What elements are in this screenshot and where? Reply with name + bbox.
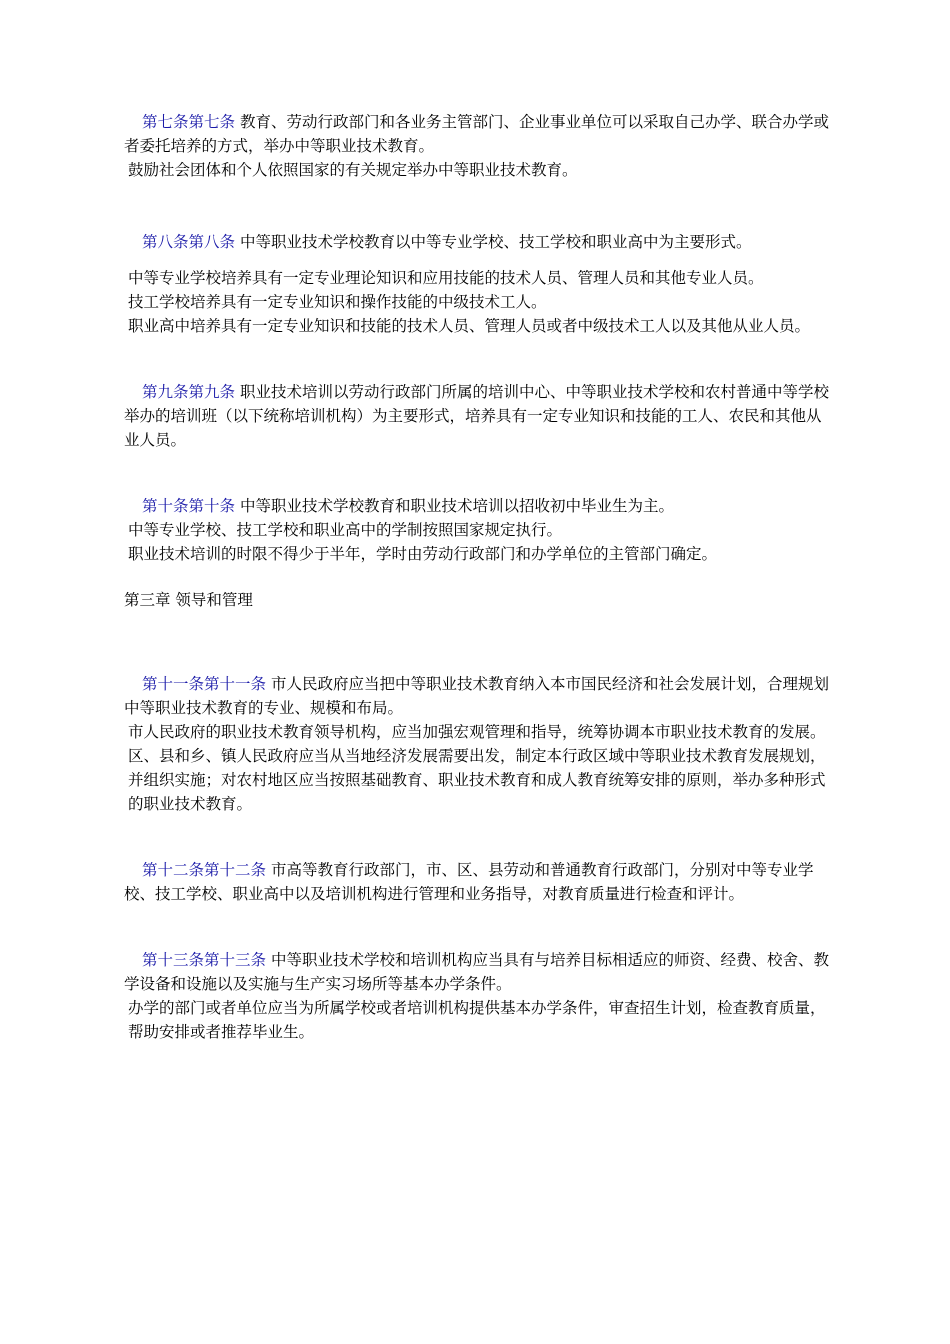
article-9 <box>124 380 836 452</box>
article-text: 中等职业技术学校教育和职业技术培训以招收初中毕业生为主。 <box>239 497 674 515</box>
article-11 <box>124 672 836 816</box>
document-body <box>124 110 836 1044</box>
article-text: 市人民政府应当把中等职业技术教育纳入本市国民经济和社会发展计划，合理规划中等职业技术教育的专业、规模和布局。 <box>124 675 829 717</box>
article-paragraph: 市人民政府的职业技术教育领导机构，应当加强宏观管理和指导，统筹协调本市职业技术教育的发展。 <box>128 723 826 741</box>
article-label: 第十二条第十二条 <box>142 861 267 879</box>
article-label: 第七条第七条 <box>142 113 236 131</box>
article-label: 第八条第八条 <box>142 233 236 251</box>
article-12 <box>124 858 836 906</box>
article-10 <box>124 494 836 566</box>
article-paragraph: 中等专业学校、技工学校和职业高中的学制按照国家规定执行。 <box>128 521 563 539</box>
article-text: 职业技术培训以劳动行政部门所属的培训中心、中等职业技术学校和农村普通中等学校举办的培训班（以下统称培训机构）为主要形式，培养具有一定专业知识和技能的工人、农民和其他从业人员。 <box>124 383 829 449</box>
article-paragraph: 办学的部门或者单位应当为所属学校或者培训机构提供基本办学条件，审查招生计划，检查教育质量，帮助安排或者推荐毕业生。 <box>128 999 826 1041</box>
article-label: 第十三条第十三条 <box>142 951 267 969</box>
article-13 <box>124 948 836 1044</box>
article-8 <box>124 230 836 338</box>
article-paragraph: 区、县和乡、镇人民政府应当从当地经济发展需要出发，制定本行政区域中等职业技术教育发展规划，并组织实施；对农村地区应当按照基础教育、职业技术教育和成人教育统筹安排的原则，举办多种形式的职业技术教育。 <box>128 747 826 813</box>
article-label: 第九条第九条 <box>142 383 236 401</box>
article-text: 教育、劳动行政部门和各业务主管部门、企业事业单位可以采取自己办学、联合办学或者委托培养的方式，举办中等职业技术教育。 <box>124 113 829 155</box>
article-paragraph: 职业技术培训的时限不得少于半年，学时由劳动行政部门和办学单位的主管部门确定。 <box>128 545 718 563</box>
article-paragraph: 技工学校培养具有一定专业知识和操作技能的中级技术工人。 <box>128 293 547 311</box>
article-paragraph: 职业高中培养具有一定专业知识和技能的技术人员、管理人员或者中级技术工人以及其他从业人员。 <box>128 317 811 335</box>
article-paragraph: 中等专业学校培养具有一定专业理论知识和应用技能的技术人员、管理人员和其他专业人员。 <box>128 269 764 287</box>
article-paragraph: 鼓励社会团体和个人依照国家的有关规定举办中等职业技术教育。 <box>128 161 578 179</box>
article-label: 第十条第十条 <box>142 497 236 515</box>
chapter-heading: 第三章 领导和管理 <box>124 591 253 609</box>
article-label: 第十一条第十一条 <box>142 675 267 693</box>
article-text: 中等职业技术学校教育以中等专业学校、技工学校和职业高中为主要形式。 <box>239 233 752 251</box>
article-text: 市高等教育行政部门，市、区、县劳动和普通教育行政部门，分别对中等专业学校、技工学校、职业高中以及培训机构进行管理和业务指导，对教育质量进行检查和评计。 <box>124 861 814 903</box>
article-7 <box>124 110 836 182</box>
article-text: 中等职业技术学校和培训机构应当具有与培养目标相适应的师资、经费、校舍、教学设备和设施以及实施与生产实习场所等基本办学条件。 <box>124 951 829 993</box>
